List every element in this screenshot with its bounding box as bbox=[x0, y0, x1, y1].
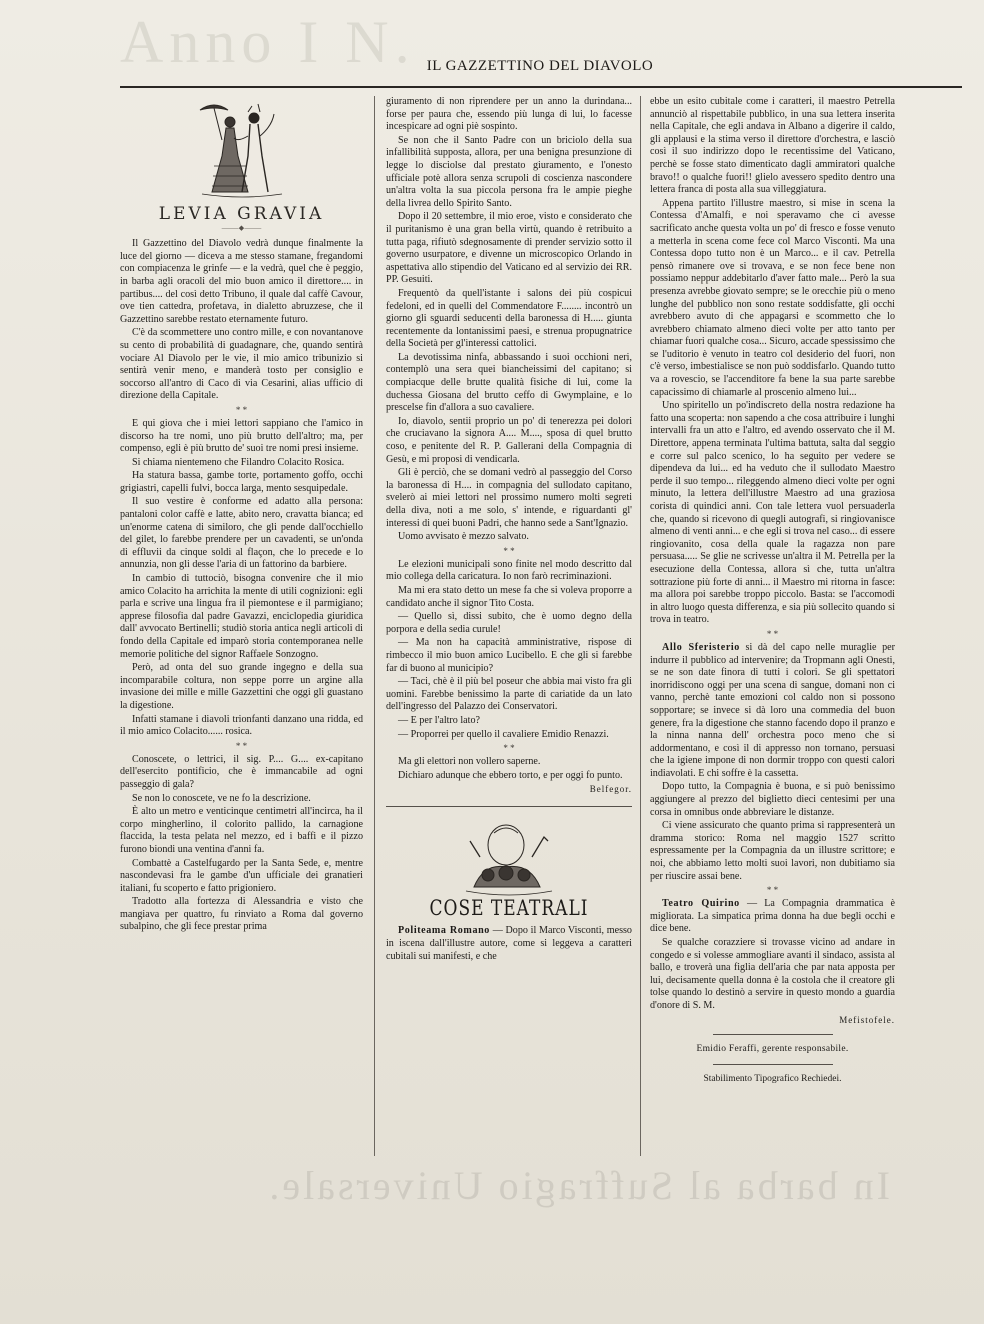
footer-rule bbox=[713, 1064, 833, 1065]
section-separator: * * bbox=[766, 628, 779, 639]
paragraph: Se qualche corazziere si trovasse vicino ad andare in congedo e si volesse ammogliare avanti il sindaco, assista al ballo, e troverà una figlia dell'aria che par nata apposta per lui, decisamente quella donna è la costola che il creatore gli tolse quando lo destinò a servire in questo mondo a guardia d'onore di S. M. bbox=[650, 937, 895, 1011]
footer-rule bbox=[713, 1034, 833, 1035]
paragraph: Ha statura bassa, gambe torte, portamento goffo, occhi grigiastri, capelli fulvi, bocca larga, mento sesquipedale. bbox=[120, 470, 363, 494]
section-title-cose-teatrali: COSE TEATRALI bbox=[429, 896, 589, 922]
column-1 bbox=[120, 96, 363, 1158]
paragraph: Frequentò da quell'istante i salons dei più cospicui fedeloni, ed in quelli del Commendatore F........ incontrò un giorno gli sguardi seducenti della baronessa di H..... giunta recentemente da lontanissimi paesi, e strenua propugnatrice della Società per gl'interessi cattolici. bbox=[386, 287, 632, 350]
section-separator: * * bbox=[503, 743, 515, 754]
paragraph: — Quello sì, dissi subito, che è uomo degno della porpora e della sedia curule! bbox=[386, 611, 632, 635]
paragraph: Uno spiritello un po'indiscreto della nostra redazione ha fatto una scoperta: non sapendo a che cosa attribuire i lunghi intervalli fra un atto e l'altro, ed avendo osservato che il M. Direttore, appena terminata l'ultima battuta, salta dal seggio e corre sul palco scenico, lo ha seguito per vedere se dipendeva da lui... ed ha veduto che il sullodato Maestro perde il suo tempo... rileggendo almeno dieci volte per ogni minuto, la lettera dell'illustre Maestro ad una graziosa corista di quindici anni. Con tale lettera vuol persuaderla che, quando si ricevono di quegli autografi, si ringiovanisce almeno di venti anni... e che egli si trova nel caso... di essere ringiovanito, cosa della quale la ragazza non pare persuasa..... Se glie ne scrivesse un'altra il M. Petrella per la esecuzione della Contessa, allora sì che, tutta un'altra sottrazione più forte di anni... il Maestro mi ritorna in fasce: ma allora poi sarebbe troppo piccolo. Basta: se l'accomodi in altro luogo questa differenza, e sia più sollecito quando si trova in teatro. bbox=[650, 400, 895, 626]
page-header: IL GAZZETTINO DEL DIAVOLO bbox=[426, 58, 654, 74]
column-3 bbox=[650, 96, 895, 1158]
paragraph: Infatti stamane i diavoli trionfanti danzano una ridda, ed il mio amico Colacito...... rosica. bbox=[120, 713, 363, 738]
section-separator: * * bbox=[503, 545, 515, 556]
paragraph: Appena partito l'illustre maestro, si mise in scena la Contessa d'Amalfi, e noi speravamo che ci avesse sacrificato anche questa volta un po' di fresco e fosse venuto a metterla in scena come fece col Marco Visconti. Ma una Contessa dopo tutto non è un Marco... e il cav. Petrella pensò rimanere ove si trovava, e se non fece bene non possiamo neppur addebitarlo d'aver fatto male... Però la sua presenza avrebbe giovato sempre; se le orecchie più o meno lunghe del pubblico non sono restate soddisfatte, gli occhi avrebbero avuto di che appagarsi e scommetto che lo avrebbero chiamato almeno dieci volte per atto tanto per chiamar fuori qualche cosa... Sicuro, accade spessissimo che se l'uditorio è venuto in teatro col desiderio del fuori, non c'è verso, imbestialisce se non può soddisfarlo. Quando tutto va a rovescio, se l'accenditore fa bene la sua parte sarebbe capacissimo di chiamarle al proscenio almeno lui... bbox=[650, 197, 895, 398]
column-rule-1 bbox=[374, 96, 375, 1156]
paragraph: Tradotto alla fortezza di Alessandria e visto che mangiava per quattro, fu rinviato a Roma dal governo subalpino, che gli fece prestar prima bbox=[120, 896, 363, 933]
paragraph bbox=[650, 642, 895, 781]
paragraph: — Taci, chè è il più bel poseur che abbia mai visto fra gli uomini. Farebbe benissimo la parte di cariatide da un lato dell'ingresso del Palazzo dei Conservatori. bbox=[386, 676, 632, 713]
paragraph: Dichiaro adunque che ebbero torto, e per oggi fo punto. bbox=[398, 769, 623, 781]
paragraph: Uomo avvisato è mezzo salvato. bbox=[398, 531, 529, 543]
paragraph: Conoscete, o lettrici, il sig. P.... G.... ex-capitano dell'esercito pontificio, che è immancabile ad ogni passeggio di gala? bbox=[120, 753, 363, 790]
paragraph: Ma gli elettori non vollero saperne. bbox=[398, 756, 541, 768]
lead-politeama: Politeama Romano bbox=[398, 925, 490, 937]
bleed-through-bottom: In barba al Suffragio Universale. bbox=[266, 1163, 890, 1208]
paragraph: Le elezioni municipali sono finite nel modo descritto dal mio collega della caricatura. Io non farò recriminazioni. bbox=[386, 558, 632, 583]
paragraph: La devotissima ninfa, abbassando i suoi occhioni neri, contemplò una sera quei biancheissimi del capitano; si compiacque delle brutte qualità fisiche di lui, come la duchessa Giosana del brutto ceffo di Gwymplaine, e lo prescelse fin d'allora a suo cavaliere. bbox=[386, 351, 632, 414]
politeama-text: — Dopo il Marco Visconti, messo in iscena dall'illustre autore, come si leggeva a caratteri cubitali sui manifesti, e che bbox=[386, 925, 632, 962]
levia-gravia-illustration bbox=[182, 96, 302, 206]
paragraph: In cambio di tuttociò, bisogna convenire che il mio amico Colacito ha arrichita la mente di utili cognizioni: egli parla e scrive una lingua fra il piemontese e il parmigiano; apprese filosofia dal padre Gavazzi, enciclopedia giuridica dall' avvocato Bertinelli; studiò storia antica negli articoli di fondo della Capitale ed imparò storia contemporanea nelle memorie politiche del signor Raffaele Sonzogno. bbox=[120, 573, 363, 660]
paragraph: È alto un metro e venticinque centimetri all'incirca, ha il corpo mingherlino, il colorito pallido, la carnagione flaccida, la testa pelata nel mezzo, ed i baffi e il pizzo furono biondi una ventina d'anni fa. bbox=[120, 806, 363, 855]
paragraph: Il suo vestire è conforme ed adatto alla persona: pantaloni color caffè e latte, abito nero, cravatta bianca; ed un'enorme catena di similoro, che gli pende dall'occhiello del gilet, lo farebbe prendere per un cavadenti, se un'onda di effluvii da cinque soldi al flaçon, che lo precede e lo annunzia, non gli desse l'aria di un fattorino da barbiere. bbox=[120, 496, 363, 571]
paragraph: Gli è perciò, che se domani vedrò al passeggio del Corso la baronessa di H.... in compagnia del sullodato capitano, svelerò ai miei lettori nel prossimo numero molti segreti della diva, noti a me solo, s' intende, e riguardanti gl' interessi di quei buoni Padri, che hanno sede a Sant'Ignazio. bbox=[386, 467, 632, 529]
paragraph: — Ma non ha capacità amministrative, rispose di rimbecco il mio buon amico Lucibello. E che gli si farebbe far di buono al municipio? bbox=[386, 637, 632, 674]
signature-mefistofele: Mefistofele. bbox=[839, 1014, 895, 1025]
header-rule bbox=[120, 86, 962, 88]
section-rule bbox=[386, 806, 632, 807]
cose-teatrali-illustration bbox=[444, 817, 574, 901]
column-rule-2 bbox=[640, 96, 641, 1156]
paragraph: Io, diavolo, sentii proprio un po' di tenerezza pei dolori che cruciavano la signora A.... M...., sposa di quel brutto coso, e penitente del R. P. Gallerani della Compagnia di Gesù, e mi proposi di vendicarla. bbox=[386, 415, 632, 465]
section-separator: * * bbox=[766, 885, 779, 896]
paragraph: — Proporrei per quello il cavaliere Emidio Renazzi. bbox=[398, 728, 609, 740]
paragraph: Il Gazzettino del Diavolo vedrà dunque finalmente la luce del giorno — diceva a me stesso stamane, fregandomi con compiacenza le grinfe — e la vedrà, quel che è peggio, in barba agli oracoli del mio buon amico il direttore.... in partibus.... del così detto Tribuno, il quale dal caffè Cavour, ove tien cattedra, profetava, in dialetto abruzzese, che il Gazzettino sarebbe restato eternamente futuro. bbox=[120, 238, 363, 325]
paragraph: Se non che il Santo Padre con un briciolo della sua infallibilità supposta, allora, per una benigna presunzione di legge lo disciolse dal prestato giuramento, e l'onesto ufficiale potè allora senza scrupoli di coscienza nascondere un'altra volta la sua piccola persona fra le ampie pieghe della livrea dello Spirito Santo. bbox=[386, 134, 632, 209]
gerente-line: Emidio Feraffi, gerente responsabile. bbox=[696, 1044, 849, 1055]
paragraph: Però, ad onta del suo grande ingegno e della sua incomparabile coltura, non seppe porre un argine alla invasione dei mille e mille Gazzettini che oggi gli guastano la digestione. bbox=[120, 662, 363, 711]
paragraph: Se non lo conoscete, ve ne fo la descrizione. bbox=[132, 792, 311, 804]
bleed-through-top: Anno I N. bbox=[120, 9, 416, 68]
paragraph: Ma mi era stato detto un mese fa che si voleva proporre a candidato anche il signor Tito Costa. bbox=[386, 584, 632, 609]
section-title-levia-gravia: LEVIA GRAVIA bbox=[158, 204, 325, 224]
quirino-text: — La Compagnia drammatica è migliorata. La simpatica prima donna ha due begli occhi e dice bene. bbox=[650, 898, 895, 935]
signature-belfegor: Belfegor. bbox=[589, 784, 632, 795]
column-2 bbox=[386, 96, 632, 1158]
title-ornament: ⸻◆⸻ bbox=[221, 223, 262, 232]
paragraph bbox=[386, 925, 632, 963]
paragraph bbox=[650, 898, 895, 936]
paragraph: Combattè a Castelfugardo per la Santa Sede, e, mentre nascondevasi fra le gambe d'un ufficiale dei granatieri italiani, fu scoperto e fatto prigioniero. bbox=[120, 857, 363, 894]
paragraph: giuramento di non riprendere per un anno la durindana... forse per paura che, essendo più lunga di lui, lo facesse incespicare ad ogni piè sospinto. bbox=[386, 96, 632, 133]
paragraph: Dopo il 20 settembre, il mio eroe, visto e considerato che il puritanismo è una gran bella virtù, quando è retribuito a tutta paga, rifiutò sdegnosamente di prender servizio sotto il governo usurpatore, e divenne un microscopico Orlando in aspettativa allo stipendio del Vaticano ed al servizio dei RR. PP. Gesuiti. bbox=[386, 211, 632, 286]
section-separator: * * bbox=[235, 404, 248, 415]
stabilimento-line: Stabilimento Tipografico Rechiedei. bbox=[703, 1073, 842, 1084]
paragraph: — E per l'altro lato? bbox=[398, 714, 480, 726]
lead-quirino: Teatro Quirino bbox=[662, 898, 740, 910]
sferisterio-text: si dà del capo nelle muraglie per indurre il pubblico ad intervenire; da Tropmann agli Onesti, se ne son date finora di tutti i colori. Se gli spettatori inorridiscono oggi per una scena di sangue, domani non ci vanno, perchè tante emozioni col caldo non si possono sopportare; se invece si dà loro una commedia del buon genere, fra la digestione che stanno facendo dopo il pranzo e la ninna nanna dell' orchestra poco meno che si addormentano, e così il di appresso non tornano, persuasi che la igiene impone di non dormir troppo con questi calori indiavolati. E chi soffre è la cassetta. bbox=[650, 641, 895, 779]
paragraph: C'è da scommettere uno contro mille, e con novantanove su cento di probabilità di guadagnare, che, quando sentirà vociare Al Diavolo per le vie, il mio amico tribunizio si sentirà venir meno, e manderà tosto per consiglio e soccorso all'antro di Caco di via Cesarini, alias ufficio di direzione della Capitale. bbox=[120, 327, 363, 402]
section-separator: * * bbox=[235, 740, 248, 751]
paragraph: Ci viene assicurato che quanto prima si rappresenterà un dramma storico: Roma nel maggio 1527 scritto espressamente per la Compagnia da un illustre scrittore; e noi, che abbiamo letto molti suoi lavori, non dubitiamo sia per riuscire assai bene. bbox=[650, 820, 895, 882]
lead-sferisterio: Allo Sferisterio bbox=[662, 641, 740, 653]
paragraph: Si chiama nientemeno che Filandro Colacito Rosica. bbox=[132, 456, 345, 468]
paragraph: ebbe un esito cubitale come i caratteri, il maestro Petrella annunciò al rispettabile pubblico, in una sua lettera inserita nella Capitale, che egli andava in Albano a digerire il caldo, gli applausi e la stima verso il direttore d'orchestra, e lasciò così il suo indirizzo dopo le recentissime del Vaticano, perchè se fosse stato dimenticato dagli ammiratori qualche bravo!! o qualche fuori!! glielo avessero spedito dentro una lettera franca di posta alla sua villeggiatura. bbox=[650, 96, 895, 196]
paragraph: E qui giova che i miei lettori sappiano che l'amico in discorso ha tre nomi, uno più brutto dell'altro; ma, per compenso, egli è più brutto de' suoi tre nomi presi insieme. bbox=[120, 417, 363, 455]
paragraph: Dopo tutto, la Compagnia è buona, e si può benissimo aggiungere al prezzo del biglietto dieci centesimi per una corsa in omnibus onde abbreviare le distanze. bbox=[650, 781, 895, 818]
